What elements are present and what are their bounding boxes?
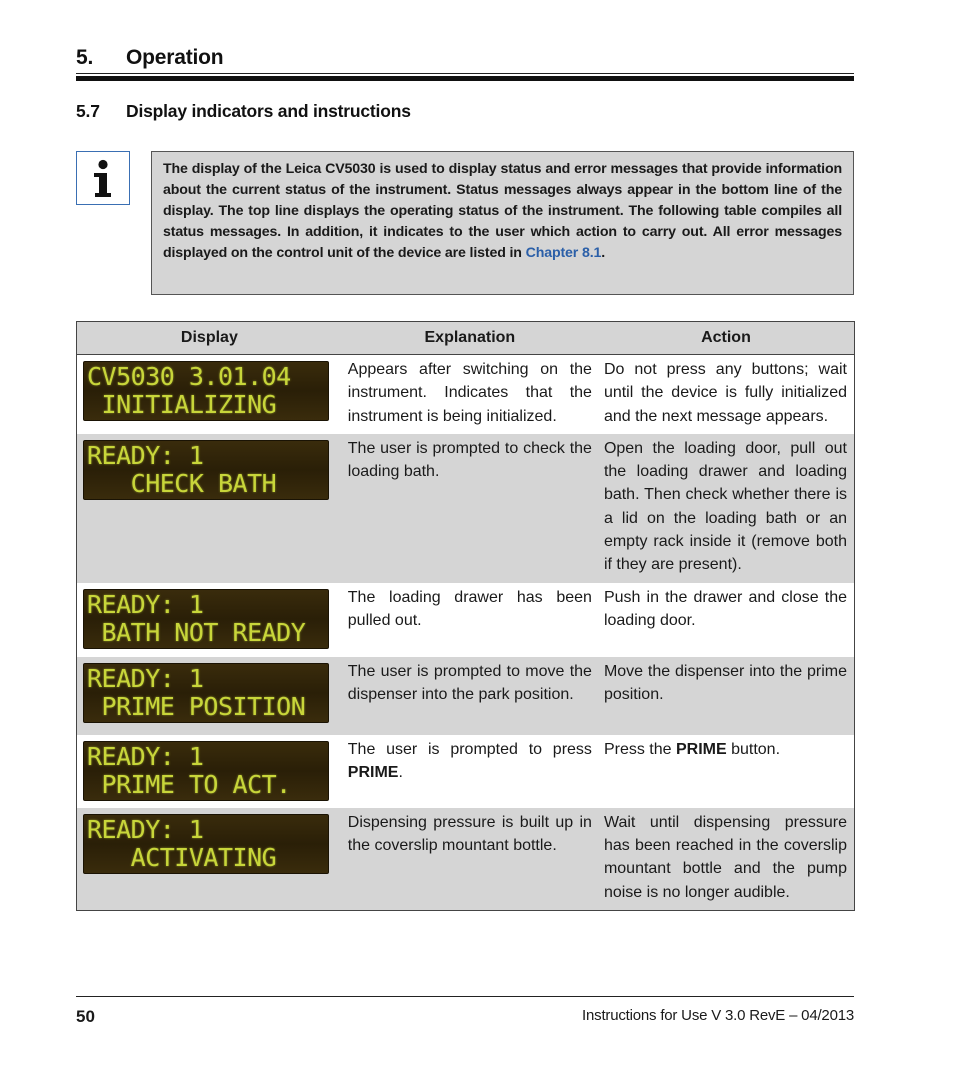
chapter-title: Operation	[126, 46, 224, 69]
table-row	[77, 735, 855, 808]
display-cell	[77, 434, 342, 583]
display-cell	[77, 735, 342, 808]
display-cell	[77, 808, 342, 911]
explanation-cell	[342, 735, 598, 808]
action-text-end: button.	[726, 740, 781, 758]
table-row	[77, 657, 855, 735]
chapter-number: 5.	[76, 46, 94, 69]
action-cell: Move the dispenser into the prime position.	[598, 657, 855, 735]
footer-document-info: Instructions for Use V 3.0 RevE – 04/2013	[582, 1007, 854, 1024]
lcd-line-1: READY: 1	[87, 663, 204, 693]
explanation-cell: Appears after switching on the instrument. Indicates that the instrument is being initialized.	[342, 355, 598, 434]
lcd-line-2: PRIME POSITION	[87, 691, 306, 721]
explanation-cell: Dispensing pressure is built up in the coverslip mountant bottle.	[342, 808, 598, 911]
chapter-heading	[76, 46, 854, 70]
explanation-cell: The user is prompted to move the dispenser into the park position.	[342, 657, 598, 735]
display-cell	[77, 583, 342, 657]
lcd-line-1: READY: 1	[87, 440, 204, 470]
info-icon	[76, 151, 130, 205]
action-cell: Push in the drawer and close the loading door.	[598, 583, 855, 657]
note-end: .	[601, 245, 606, 261]
display-cell	[77, 657, 342, 735]
info-note	[151, 151, 854, 295]
lcd-display	[83, 440, 329, 500]
lcd-line-1: READY: 1	[87, 814, 204, 844]
table-row	[77, 583, 855, 657]
lcd-line-1: READY: 1	[87, 741, 204, 771]
status-message-table	[76, 321, 855, 911]
header-action: Action	[598, 322, 855, 355]
lcd-display	[83, 741, 329, 801]
prime-button-label: PRIME	[675, 740, 727, 758]
action-cell: Open the loading door, pull out the loading drawer and loading bath. Then check whether there is a lid on the loading bath or an empty rack inside it (remove both if they are present).	[598, 434, 855, 583]
lcd-line-2: ACTIVATING	[87, 842, 277, 872]
chapter-link[interactable]: Chapter 8.1	[525, 245, 602, 261]
lcd-line-2: PRIME TO ACT.	[87, 769, 291, 799]
lcd-line-1: CV5030 3.01.04	[87, 362, 291, 391]
section-heading	[76, 101, 411, 122]
action-cell: Wait until dispensing pressure has been reached in the coverslip mountant bottle and the pump noise is no longer audible.	[598, 808, 855, 911]
lcd-line-2: CHECK BATH	[87, 468, 277, 498]
lcd-display	[83, 589, 329, 649]
display-cell	[77, 355, 342, 434]
footer-rule	[76, 996, 854, 997]
section-title: Display indicators and instructions	[126, 101, 411, 121]
header-rule-thick	[76, 76, 854, 81]
table-row	[77, 808, 855, 911]
action-cell: Do not press any buttons; wait until the device is fully initialized and the next message appears.	[598, 355, 855, 434]
lcd-line-2: BATH NOT READY	[87, 617, 306, 647]
lcd-display	[83, 663, 329, 723]
explanation-cell: The user is prompted to check the loading bath.	[342, 434, 598, 583]
action-text: Press the	[603, 740, 676, 758]
header-display: Display	[77, 322, 342, 355]
table-header-row	[77, 322, 855, 355]
table-row	[77, 355, 855, 434]
explanation-cell: The loading drawer has been pulled out.	[342, 583, 598, 657]
table-row	[77, 434, 855, 583]
lcd-line-2: INITIALIZING	[87, 390, 277, 419]
lcd-display	[83, 361, 329, 421]
section-number: 5.7	[76, 101, 100, 121]
note-text: The display of the Leica CV5030 is used to display status and error messages that provide information about the current status of the instrument. Status messages always appear in the bottom line of the display. The top line displays the operating status of the instrument. The following table compiles all status messages. In addition, it indicates to the user which action to carry out. All error messages displayed on the control unit of the device are listed in	[163, 161, 842, 261]
page-number: 50	[76, 1007, 95, 1026]
header-rule-thin	[76, 73, 854, 74]
explanation-text-end: .	[398, 763, 403, 781]
header-explanation: Explanation	[342, 322, 598, 355]
prime-label: PRIME	[347, 763, 399, 781]
explanation-text: The user is prompted to press	[347, 740, 592, 758]
action-cell	[598, 735, 855, 808]
lcd-display	[83, 814, 329, 874]
lcd-line-1: READY: 1	[87, 589, 204, 619]
